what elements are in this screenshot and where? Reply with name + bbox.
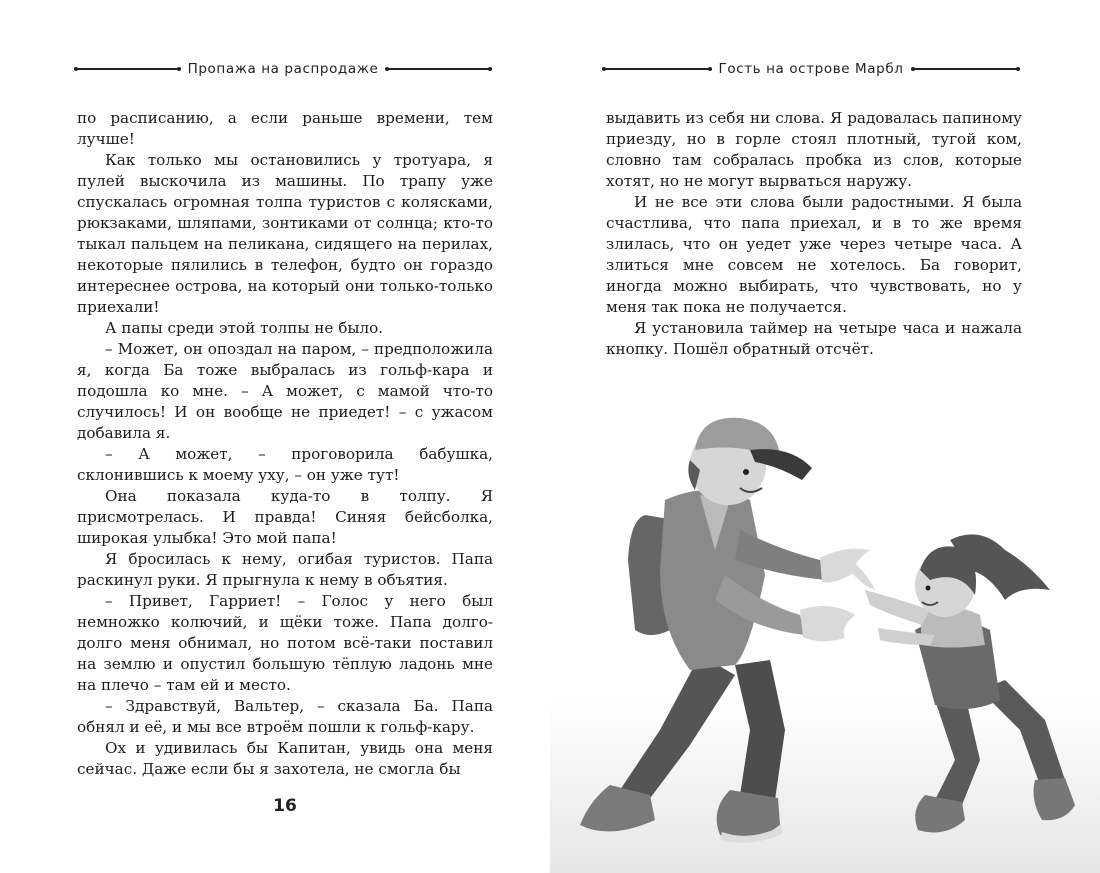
paragraph: – Здравствуй, Вальтер, – сказала Ба. Папа обнял и её, и мы все втроём пошли к гольф-кару. (77, 697, 493, 736)
hug-illustration (550, 400, 1100, 873)
paragraph: А папы среди этой толпы не было. (105, 319, 384, 337)
paragraph: И не все эти слова были радостными. Я была счастлива, что папа приехал, и в то же время злилась, что он уедет уже через четыре часа. А злиться мне совсем не хотелось. Ба говорит, иногда можно выбирать, что чувствовать, но у меня так пока не получается. (606, 193, 1022, 316)
left-running-head (76, 58, 490, 80)
paragraph: Она показала куда-то в толпу. Я присмотрелась. И правда! Синяя бейсболка, широкая улыбка! Это мой папа! (77, 487, 493, 547)
paragraph: Я бросилась к нему, огибая туристов. Папа раскинул руки. Я прыгнула к нему в объятия. (77, 550, 493, 589)
paragraph: – А может, – проговорила бабушка, склонившись к моему уху, – он уже тут! (77, 445, 493, 484)
page-number: 16 (273, 796, 297, 816)
paragraph: Ох и удивилась бы Капитан, увидь она меня сейчас. Даже если бы я захотела, не смогла бы (77, 739, 493, 778)
right-text-block (606, 108, 1022, 360)
running-head-title: Пропажа на распродаже (187, 61, 379, 77)
paragraph: – Привет, Гарриет! – Голос у него был немножко колючий, и щёки тоже. Папа долго-долго меня обнимал, но потом всё-таки поставил на землю и опустил большую тёплую ладонь мне на плечо – там ей и место. (77, 592, 493, 694)
running-head-rule-right (913, 68, 1019, 70)
right-running-head (604, 58, 1018, 80)
paragraph: выдавить из себя ни слова. Я радовалась папиному приезду, но в горле стоял плотный, тугой ком, словно там собралась пробка из слов, которые хотят, но не могут вырваться наружу. (606, 109, 1022, 190)
paragraph: – Может, он опоздал на паром, – предположила я, когда Ба тоже выбралась из гольф-кара и подошла ко мне. – А может, с мамой что-то случилось! И он вообще не приедет! – с ужасом добавила я. (77, 340, 493, 442)
paragraph: по расписанию, а если раньше времени, тем лучше! (77, 109, 493, 148)
paragraph: Я установила таймер на четыре часа и нажала кнопку. Пошёл обратный отсчёт. (606, 319, 1022, 358)
paragraph: Как только мы остановились у тротуара, я пулей выскочила из машины. По трапу уже спускалась огромная толпа туристов с колясками, рюкзаками, шляпами, зонтиками от солнца; кто-то тыкал пальцем на пеликана, сидящего на перилах, некоторые пялились в телефон, будто он гораздо интереснее острова, на который они только-только приехали! (77, 151, 493, 316)
running-head-rule-right (387, 68, 490, 70)
right-page (550, 0, 1100, 873)
running-head-title: Гость на острове Марбл (718, 61, 904, 77)
running-head-rule-left (76, 68, 179, 70)
running-head-rule-left (604, 68, 710, 70)
left-text-block (77, 108, 493, 780)
